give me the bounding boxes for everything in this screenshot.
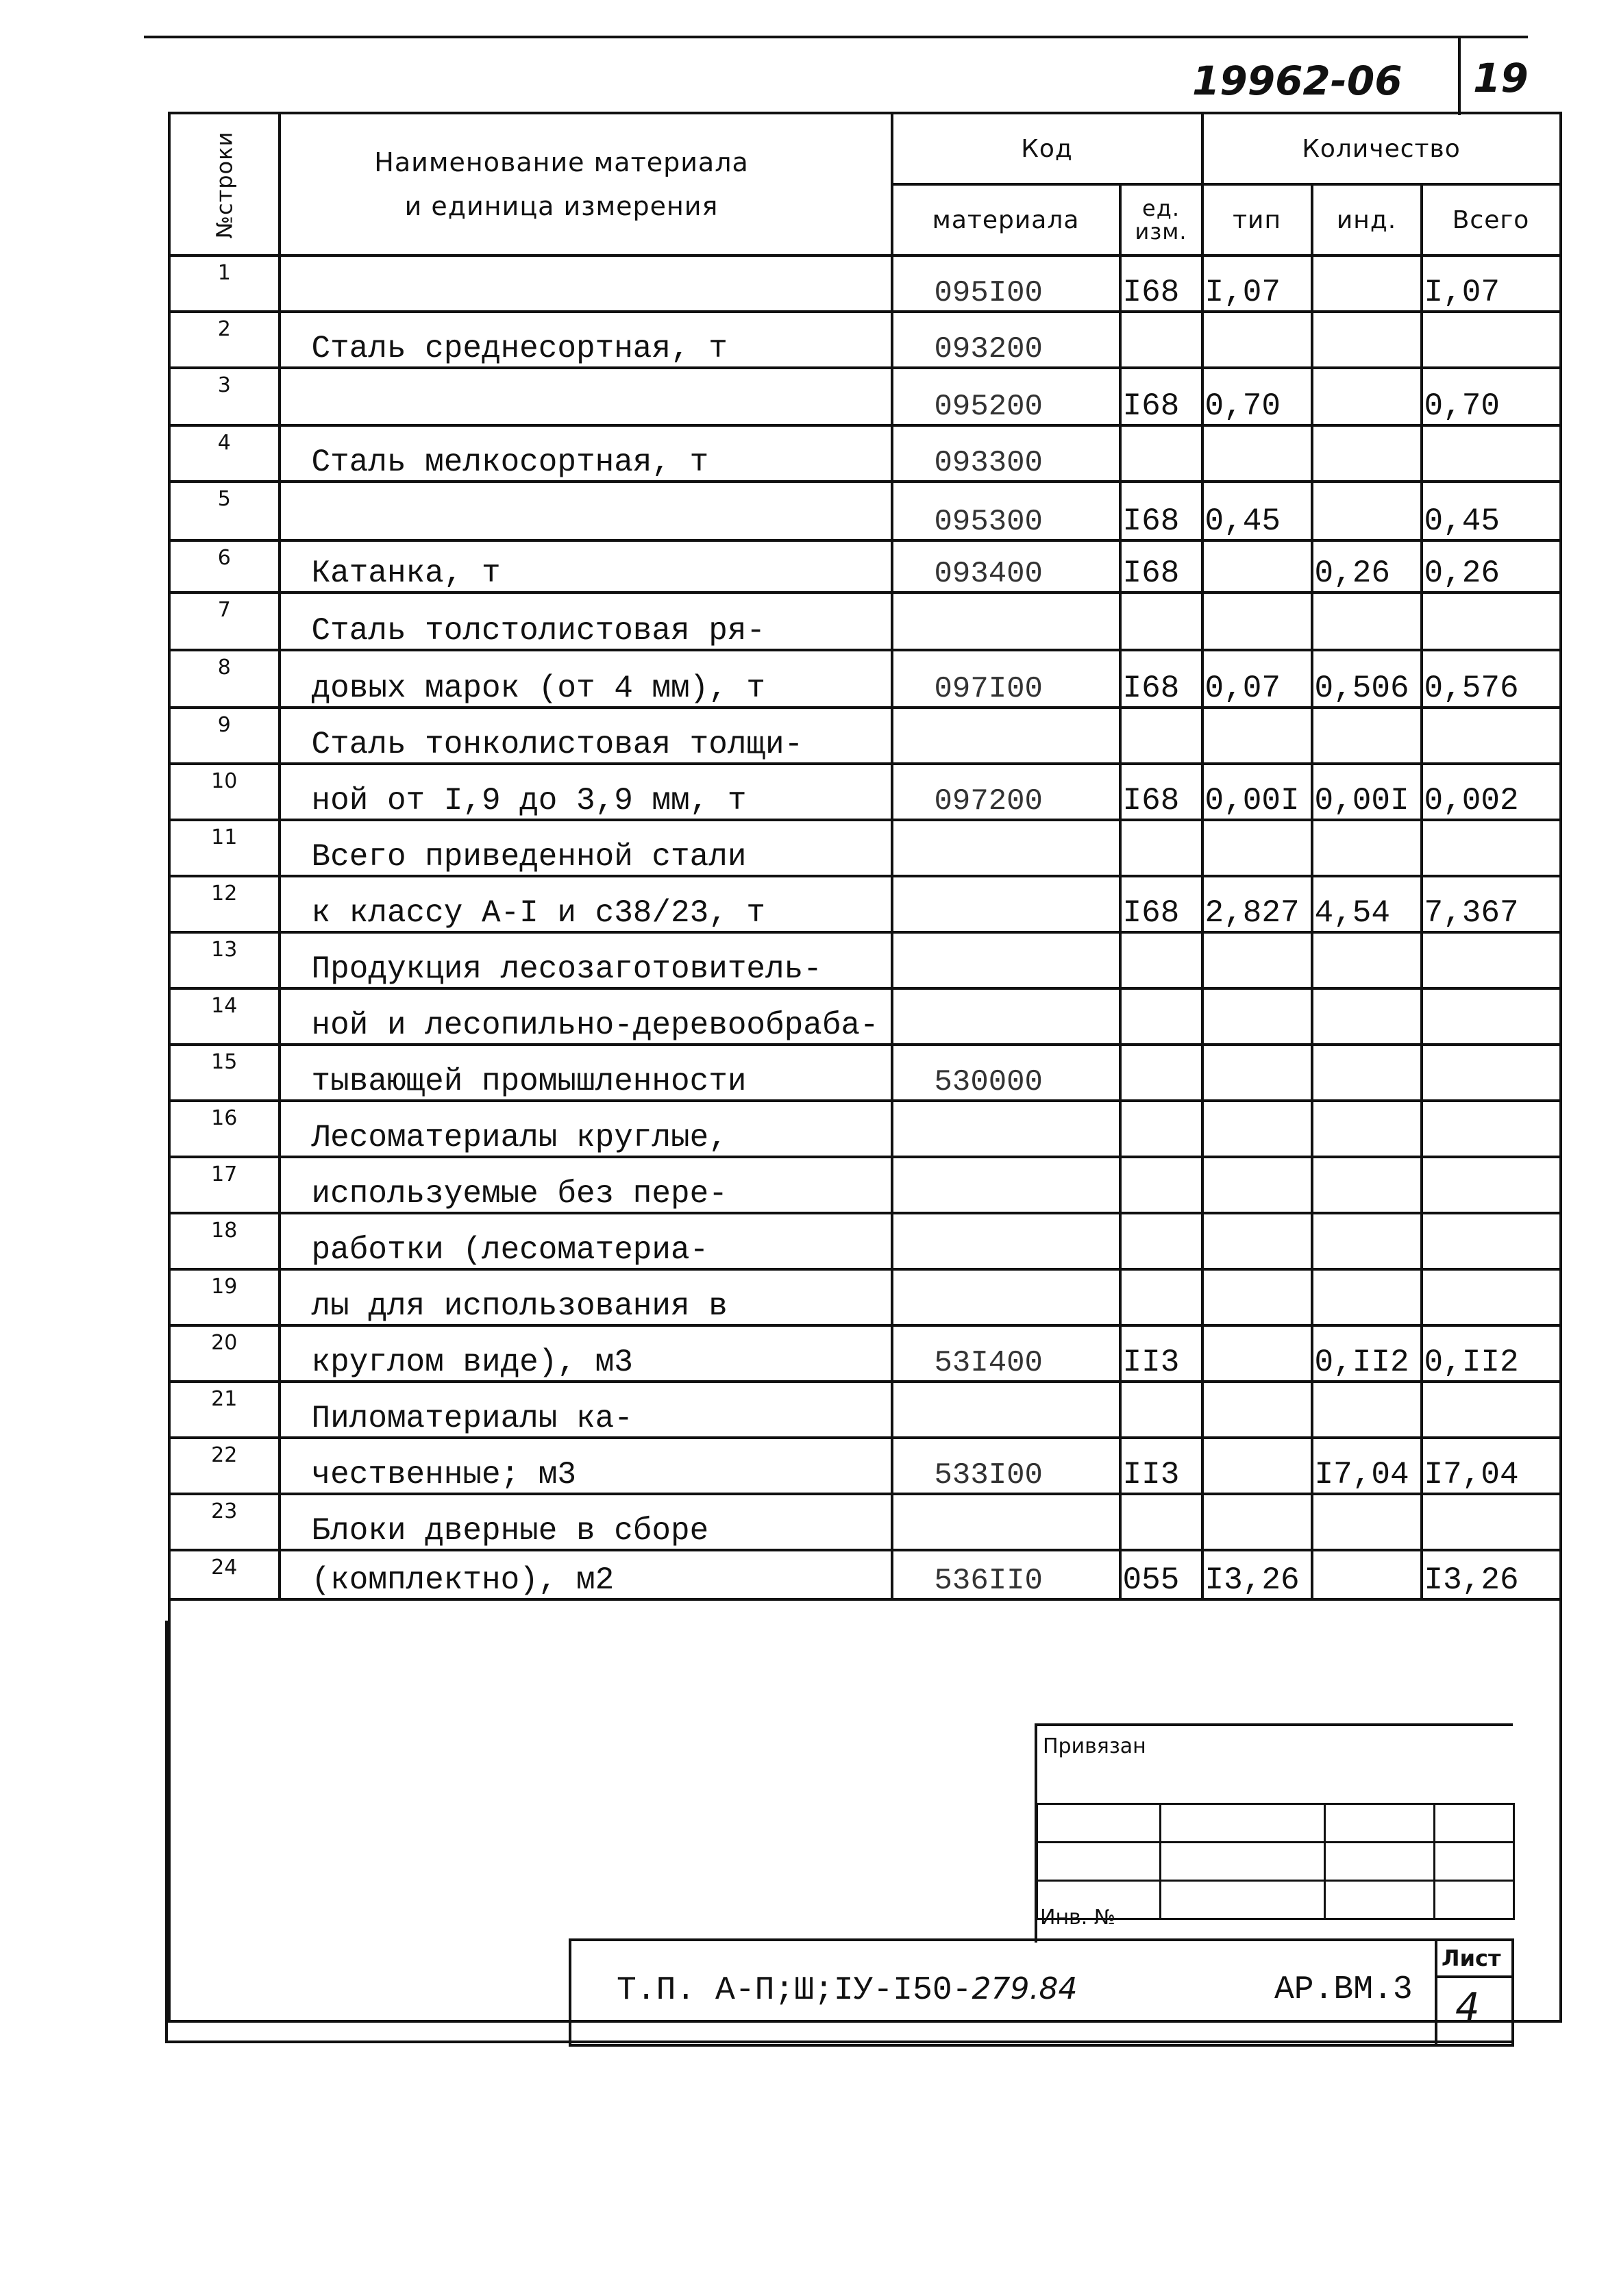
quantity-total [1422,1045,1561,1101]
quantity-ind [1312,1157,1422,1213]
quantity-ind: I7,04 [1312,1438,1422,1494]
quantity-total: I3,26 [1422,1550,1561,1599]
material-name: Блоки дверные в сборе [280,1494,892,1550]
material-code: 095I00 [892,255,1120,312]
material-name: Катанка, т [280,540,892,592]
material-code: 093400 [892,540,1120,592]
unit-code [1120,1494,1202,1550]
material-code [892,708,1120,764]
material-name: довых марок (от 4 мм), т [280,650,892,708]
table-row [169,988,1561,1045]
header-row-number: №строки [169,113,280,255]
unit-code: I68 [1120,482,1202,540]
quantity-ind [1312,592,1422,650]
material-name [280,255,892,312]
unit-code [1120,820,1202,876]
document-number: 19962-06 [1192,58,1402,104]
row-number: 12 [169,876,280,932]
quantity-ind [1312,1045,1422,1101]
quantity-type [1202,1382,1312,1438]
quantity-ind [1312,820,1422,876]
quantity-total: 0,002 [1422,764,1561,820]
table-row [169,1382,1561,1438]
row-number: 23 [169,1494,280,1550]
header-unit-code: ед. изм. [1120,184,1202,255]
table-row [169,482,1561,540]
quantity-type [1202,708,1312,764]
quantity-total [1422,820,1561,876]
unit-code [1120,425,1202,482]
row-number: 5 [169,482,280,540]
quantity-type [1202,1438,1312,1494]
quantity-type [1202,1045,1312,1101]
inv-label: Инв. № [1040,1906,1116,1930]
table-row [169,932,1561,988]
header-code-group: Код [892,113,1202,184]
unit-code: I68 [1120,876,1202,932]
row-number: 3 [169,368,280,425]
material-name: ной от I,9 до 3,9 мм, т [280,764,892,820]
row-number: 13 [169,932,280,988]
table-row [169,1325,1561,1382]
table-row [169,425,1561,482]
unit-code [1120,932,1202,988]
header-type: тип [1202,184,1312,255]
quantity-total [1422,592,1561,650]
quantity-total [1422,1269,1561,1325]
unit-code [1120,988,1202,1045]
row-number: 1 [169,255,280,312]
quantity-total [1422,1101,1561,1157]
material-code: 093200 [892,312,1120,368]
material-name: лы для использования в [280,1269,892,1325]
quantity-ind [1312,1382,1422,1438]
table-row [169,1213,1561,1269]
quantity-ind [1312,932,1422,988]
stamp-grid [1036,1721,1515,1920]
quantity-type [1202,1157,1312,1213]
table-row [169,820,1561,876]
quantity-type [1202,1213,1312,1269]
header-material-name: Наименование материала и единица измерения [280,113,892,255]
unit-code [1120,1382,1202,1438]
unit-code: II3 [1120,1438,1202,1494]
quantity-ind [1312,708,1422,764]
quantity-total: 0,576 [1422,650,1561,708]
material-name: круглом виде), м3 [280,1325,892,1382]
quantity-total: 0,70 [1422,368,1561,425]
quantity-type: 0,45 [1202,482,1312,540]
quantity-type [1202,820,1312,876]
quantity-total [1422,988,1561,1045]
row-number: 2 [169,312,280,368]
quantity-total [1422,425,1561,482]
material-code [892,988,1120,1045]
quantity-total [1422,312,1561,368]
table-row [169,592,1561,650]
material-name: тывающей промышленности [280,1045,892,1101]
header-quantity-group: Количество [1202,113,1561,184]
quantity-type: 0,70 [1202,368,1312,425]
quantity-total [1422,708,1561,764]
header-ind: инд. [1312,184,1422,255]
unit-code [1120,1101,1202,1157]
quantity-ind: 0,26 [1312,540,1422,592]
page-number-divider [1458,38,1461,115]
unit-code [1120,1213,1202,1269]
row-number: 11 [169,820,280,876]
material-name: Сталь тонколистовая толщи- [280,708,892,764]
quantity-type: I,07 [1202,255,1312,312]
row-number: 19 [169,1269,280,1325]
quantity-ind [1312,312,1422,368]
row-number: 24 [169,1550,280,1599]
row-number: 7 [169,592,280,650]
material-code: 097200 [892,764,1120,820]
material-code [892,1494,1120,1550]
unit-code [1120,312,1202,368]
quantity-type [1202,1325,1312,1382]
quantity-ind [1312,1269,1422,1325]
material-name: Сталь среднесортная, т [280,312,892,368]
row-number: 16 [169,1101,280,1157]
unit-code: I68 [1120,368,1202,425]
quantity-ind [1312,1213,1422,1269]
unit-code: I68 [1120,540,1202,592]
table-row [169,764,1561,820]
quantity-ind [1312,988,1422,1045]
table-row [169,1045,1561,1101]
quantity-type [1202,988,1312,1045]
unit-code [1120,1157,1202,1213]
table-row [169,255,1561,312]
table-row [169,1101,1561,1157]
row-number: 18 [169,1213,280,1269]
material-code [892,820,1120,876]
quantity-type: 0,07 [1202,650,1312,708]
material-name: Всего приведенной стали [280,820,892,876]
row-number: 4 [169,425,280,482]
unit-code [1120,592,1202,650]
header-total: Всего [1422,184,1561,255]
unit-code: I68 [1120,764,1202,820]
quantity-total [1422,1157,1561,1213]
quantity-total: 0,II2 [1422,1325,1561,1382]
material-code [892,1101,1120,1157]
material-name: работки (лесоматериа- [280,1213,892,1269]
project-code-handwritten: 279.84 [972,1971,1078,2006]
attached-label: Привязан [1043,1734,1146,1758]
frame-bottom-edge [165,2041,1511,2043]
sheet-cell-rule [1435,1975,1511,1978]
sheet-cell-divider [1435,1938,1437,2044]
sheet-label: Лист [1442,1945,1501,1971]
table-row [169,1157,1561,1213]
quantity-ind [1312,1101,1422,1157]
table-row [169,1550,1561,1599]
quantity-total: 0,45 [1422,482,1561,540]
quantity-total [1422,1213,1561,1269]
table-row [169,876,1561,932]
material-name: к классу А-I и с38/23, т [280,876,892,932]
row-number: 21 [169,1382,280,1438]
frame-left-edge [165,1621,168,2043]
quantity-ind: 0,II2 [1312,1325,1422,1382]
table-row [169,708,1561,764]
quantity-ind [1312,482,1422,540]
unit-code: I68 [1120,255,1202,312]
quantity-total: I,07 [1422,255,1561,312]
row-number: 6 [169,540,280,592]
material-code [892,1269,1120,1325]
quantity-ind [1312,425,1422,482]
table-row [169,1494,1561,1550]
row-number: 9 [169,708,280,764]
material-name: Продукция лесозаготовитель- [280,932,892,988]
material-name: Пиломатериалы ка- [280,1382,892,1438]
quantity-total [1422,1382,1561,1438]
material-name [280,368,892,425]
material-code: 095300 [892,482,1120,540]
unit-code: II3 [1120,1325,1202,1382]
row-number: 10 [169,764,280,820]
unit-code [1120,1045,1202,1101]
unit-code: 055 [1120,1550,1202,1599]
quantity-ind [1312,255,1422,312]
unit-code [1120,708,1202,764]
material-name: (комплектно), м2 [280,1550,892,1599]
project-code-typed: Т.П. А-П;Ш;IУ-I50- [617,1972,972,2009]
quantity-type [1202,425,1312,482]
material-code: 093300 [892,425,1120,482]
table-row [169,1438,1561,1494]
material-code: 53I400 [892,1325,1120,1382]
table-row [169,650,1561,708]
material-name: чественные; м3 [280,1438,892,1494]
row-number: 14 [169,988,280,1045]
material-code [892,1157,1120,1213]
table-row [169,368,1561,425]
page-number: 19 [1473,55,1529,101]
material-code: 533I00 [892,1438,1120,1494]
quantity-type [1202,932,1312,988]
material-code: 530000 [892,1045,1120,1101]
quantity-ind [1312,368,1422,425]
material-name: Лесоматериалы круглые, [280,1101,892,1157]
material-name: ной и лесопильно-деревообраба- [280,988,892,1045]
project-code [617,1971,1077,2009]
material-code: 536II0 [892,1550,1120,1599]
row-number: 15 [169,1045,280,1101]
quantity-type [1202,1494,1312,1550]
material-code [892,876,1120,932]
table-row [169,540,1561,592]
top-rule [144,36,1528,38]
quantity-ind: 4,54 [1312,876,1422,932]
material-code: 097I00 [892,650,1120,708]
material-name: Сталь мелкосортная, т [280,425,892,482]
unit-code: I68 [1120,650,1202,708]
quantity-type: 2,827 [1202,876,1312,932]
quantity-type: 0,00I [1202,764,1312,820]
quantity-ind [1312,1494,1422,1550]
unit-code [1120,1269,1202,1325]
sheet-number: 4 [1455,1985,1480,2030]
quantity-type [1202,592,1312,650]
table-row [169,312,1561,368]
quantity-total [1422,1494,1561,1550]
quantity-ind [1312,1550,1422,1599]
row-number: 22 [169,1438,280,1494]
quantity-type: I3,26 [1202,1550,1312,1599]
quantity-total [1422,932,1561,988]
quantity-ind: 0,00I [1312,764,1422,820]
material-code [892,592,1120,650]
header-material-code: материала [892,184,1120,255]
row-number: 20 [169,1325,280,1382]
quantity-type [1202,312,1312,368]
sheet-code: АР.ВМ.3 [1274,1971,1413,2008]
quantity-ind: 0,506 [1312,650,1422,708]
material-code [892,1213,1120,1269]
quantity-total: I7,04 [1422,1438,1561,1494]
quantity-total: 0,26 [1422,540,1561,592]
material-code [892,1382,1120,1438]
material-code [892,932,1120,988]
row-number: 8 [169,650,280,708]
table-row [169,1269,1561,1325]
quantity-type [1202,1269,1312,1325]
material-name: Сталь толстолистовая ря- [280,592,892,650]
material-name [280,482,892,540]
material-name: используемые без пере- [280,1157,892,1213]
quantity-type [1202,1101,1312,1157]
material-code: 095200 [892,368,1120,425]
quantity-type [1202,540,1312,592]
quantity-total: 7,367 [1422,876,1561,932]
row-number: 17 [169,1157,280,1213]
